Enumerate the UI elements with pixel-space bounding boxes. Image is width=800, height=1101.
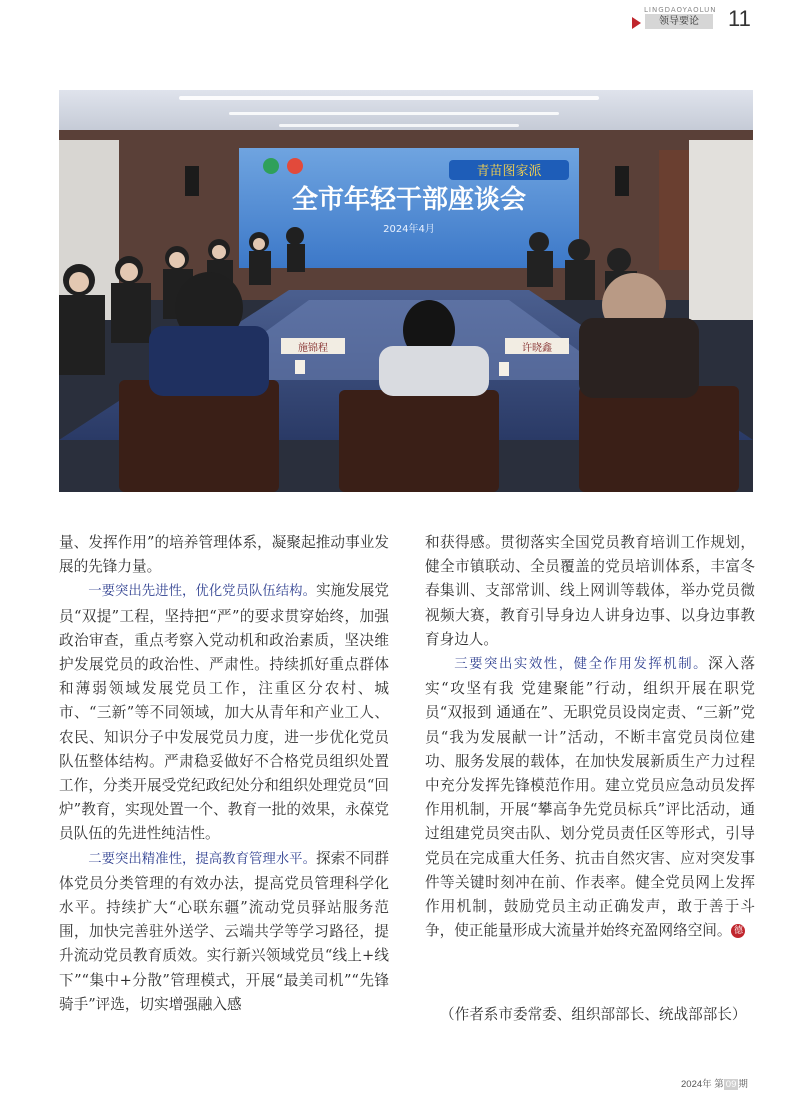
- end-mark-icon: 德: [731, 924, 745, 938]
- paragraph-body: 深入落实“攻坚有我 党建聚能”行动，组织开展在职党员“双报到 通通在”、无职党员设岗定责、“三新”党员“我为发展献一计”活动，不断丰富党员岗位建功、服务发展的载体，在加快发展新质生产力过程中充分发挥先锋模范作用。建立党员应急动员发挥作用机制，开展“攀高争先党员标兵”评比活动，通过组建党员突击队、划分党员责任区等形式，引导党员在完成重大任务、抗击自然灾害、应对突发事件等关键时刻冲在前、作表率。健全党员网上发挥作用机制，鼓励党员主动正确发声，敢于善于斗争，使正能量形成大流量并始终充盈网络空间。: [425, 655, 755, 940]
- paragraph-body: 探索不同群体党员分类管理的有效办法，提高党员管理科学化水平。持续扩大“心联东疆”流动党员驿站服务范围，加快完善驻外送学、云端共学等学习路径，提升流动党员教育质效。实行新兴领域党员“线上+线下”“集中+分散”管理模式，开展“最美司机”“先锋骑手”评选，切实增强融入感: [59, 849, 389, 1013]
- paragraph: [59, 579, 389, 846]
- meeting-photo: [59, 90, 753, 492]
- issue-year: 2024年 第: [681, 1079, 724, 1090]
- section-label: 领导要论: [645, 14, 713, 29]
- paragraph-lead: 三要突出实效性，健全作用发挥机制。: [454, 657, 709, 673]
- paragraph: [425, 652, 755, 943]
- page-number: 11: [728, 6, 751, 31]
- article-column-right: [425, 531, 755, 943]
- paragraph-body: 实施发展党员“双提”工程，坚持把“严”的要求贯穿始终，加强政治审查，重点考察入党动机和政治素质，坚决维护发展党员的政治性、严肃性。持续抓好重点群体和薄弱领域发展党员工作，注重区分农村、城市、“三新”等不同领域，加大从青年和产业工人、农民、知识分子中发展党员力度，进一步优化党员队伍整体结构。严肃稳妥做好不合格党员组织处置工作，分类开展受党纪政纪处分和组织处理党员“回炉”教育，实现处置一个、教育一批的效果，永葆党员队伍的先进性纯洁性。: [59, 582, 389, 843]
- paragraph: [59, 847, 389, 1017]
- section-marker-icon: [632, 17, 641, 29]
- screen-logo-text: 青苗图家派: [476, 164, 542, 179]
- screen-date-text: 2024年4月: [383, 224, 435, 235]
- meeting-photo-illustration: [59, 90, 753, 492]
- nameplate-right: 许晓鑫: [522, 343, 552, 354]
- issue-number: 09: [725, 1079, 737, 1090]
- article-column-left: [59, 531, 389, 1017]
- paragraph-lead: 二要突出精准性，提高教育管理水平。: [88, 851, 316, 867]
- issue-footer: [681, 1076, 748, 1090]
- issue-suffix: 期: [738, 1079, 748, 1090]
- paragraph: 和获得感。贯彻落实全国党员教育培训工作规划，健全市镇联动、全员覆盖的党员培训体系，丰富冬春集训、支部常训、线上网训等载体，举办党员微视频大赛，教育引导身边人讲身边事、以身边事教育身边人。: [425, 534, 755, 648]
- paragraph-lead: 一要突出先进性，优化党员队伍结构。: [88, 584, 316, 600]
- author-byline: （作者系市委常委、组织部部长、统战部部长）: [440, 1006, 747, 1023]
- section-en-label: LINGDAOYAOLUN: [644, 6, 717, 14]
- paragraph: 量、发挥作用”的培养管理体系，凝聚起推动事业发展的先锋力量。: [59, 534, 389, 576]
- screen-title-text: 全市年轻干部座谈会: [291, 185, 527, 215]
- nameplate-left: 施锦程: [298, 343, 328, 354]
